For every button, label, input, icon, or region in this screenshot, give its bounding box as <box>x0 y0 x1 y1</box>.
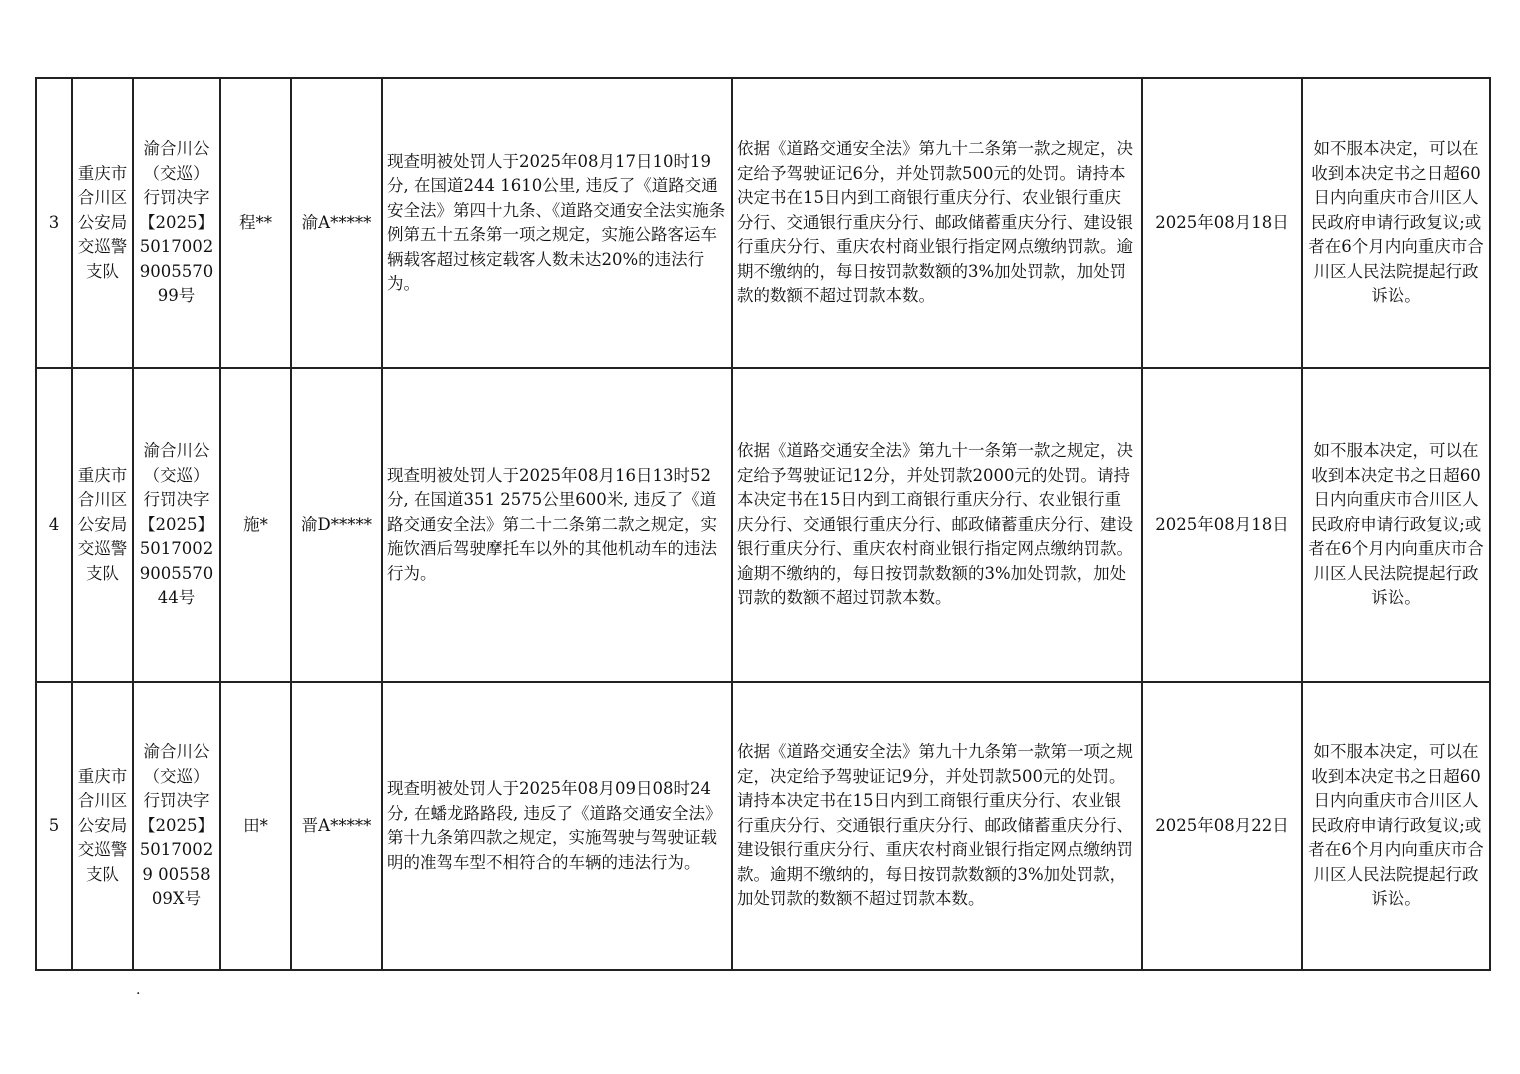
row-number: 4 <box>36 368 72 682</box>
penalty-basis: 依据《道路交通安全法》第九十一条第一款之规定，决定给予驾驶证记12分，并处罚款2000元的处罚。请持本决定书在15日内到工商银行重庆分行、农业银行重庆分行、交通银行重庆分行、邮政储蓄重庆分行、建设银行重庆分行、重庆农村商业银行指定网点缴纳罚款。逾期不缴纳的，每日按罚款数额的3%加处罚款，加处罚款的数额不超过罚款本数。 <box>732 368 1142 682</box>
penalty-basis: 依据《道路交通安全法》第九十九条第一款第一项之规定，决定给予驾驶证记9分，并处罚款500元的处罚。请持本决定书在15日内到工商银行重庆分行、农业银行重庆分行、交通银行重庆分行、邮政储蓄重庆分行、建设银行重庆分行、重庆农村商业银行指定网点缴纳罚款。逾期不缴纳的，每日按罚款数额的3%加处罚款，加处罚款的数额不超过罚款本数。 <box>732 682 1142 970</box>
license-plate: 渝D***** <box>291 368 382 682</box>
legal-remedy: 如不服本决定，可以在收到本决定书之日超60日内向重庆市合川区人民政府申请行政复议;或者在6个月内向重庆市合川区人民法院提起行政诉讼。 <box>1302 78 1490 368</box>
decision-date: 2025年08月18日 <box>1142 368 1302 682</box>
offender-name: 程** <box>220 78 291 368</box>
legal-remedy: 如不服本决定，可以在收到本决定书之日超60日内向重庆市合川区人民政府申请行政复议;或者在6个月内向重庆市合川区人民法院提起行政诉讼。 <box>1302 682 1490 970</box>
issuing-authority: 重庆市合川区公安局交巡警支队 <box>72 368 133 682</box>
offender-name: 田* <box>220 682 291 970</box>
row-number: 5 <box>36 682 72 970</box>
footer-mark: . <box>136 982 141 998</box>
violation-facts: 现查明被处罚人于2025年08月17日10时19分, 在国道244 1610公里, 违反了《道路交通安全法》第四十九条、《道路交通安全法实施条例第五十五条第一项之规定，实施公路客运车辆载客超过核定载客人数未达20%的违法行为。 <box>382 78 732 368</box>
violation-facts: 现查明被处罚人于2025年08月09日08时24分, 在蟠龙路路段, 违反了《道路交通安全法》第十九条第四款之规定，实施驾驶与驾驶证载明的准驾车型不相符合的车辆的违法行为。 <box>382 682 732 970</box>
decision-document-number: 渝合川公（交巡）行罚决字【2025】50170029 0055809X号 <box>133 682 220 970</box>
issuing-authority: 重庆市合川区公安局交巡警支队 <box>72 682 133 970</box>
decision-document-number: 渝合川公（交巡）行罚决字【2025】5017002900557044号 <box>133 368 220 682</box>
legal-remedy: 如不服本决定，可以在收到本决定书之日超60日内向重庆市合川区人民政府申请行政复议;或者在6个月内向重庆市合川区人民法院提起行政诉讼。 <box>1302 368 1490 682</box>
decision-date: 2025年08月22日 <box>1142 682 1302 970</box>
license-plate: 渝A***** <box>291 78 382 368</box>
table-row <box>36 368 1490 682</box>
license-plate: 晋A***** <box>291 682 382 970</box>
violation-facts: 现查明被处罚人于2025年08月16日13时52分, 在国道351 2575公里600米, 违反了《道路交通安全法》第二十二条第二款之规定，实施饮酒后驾驶摩托车以外的其他机动车的违法行为。 <box>382 368 732 682</box>
penalty-basis: 依据《道路交通安全法》第九十二条第一款之规定，决定给予驾驶证记6分，并处罚款500元的处罚。请持本决定书在15日内到工商银行重庆分行、农业银行重庆分行、交通银行重庆分行、邮政储蓄重庆分行、建设银行重庆分行、重庆农村商业银行指定网点缴纳罚款。逾期不缴纳的，每日按罚款数额的3%加处罚款，加处罚款的数额不超过罚款本数。 <box>732 78 1142 368</box>
row-number: 3 <box>36 78 72 368</box>
issuing-authority: 重庆市合川区公安局交巡警支队 <box>72 78 133 368</box>
penalty-decision-table <box>35 77 1491 971</box>
table-row <box>36 78 1490 368</box>
decision-document-number: 渝合川公（交巡）行罚决字【2025】5017002900557099号 <box>133 78 220 368</box>
table-row <box>36 682 1490 970</box>
offender-name: 施* <box>220 368 291 682</box>
decision-date: 2025年08月18日 <box>1142 78 1302 368</box>
